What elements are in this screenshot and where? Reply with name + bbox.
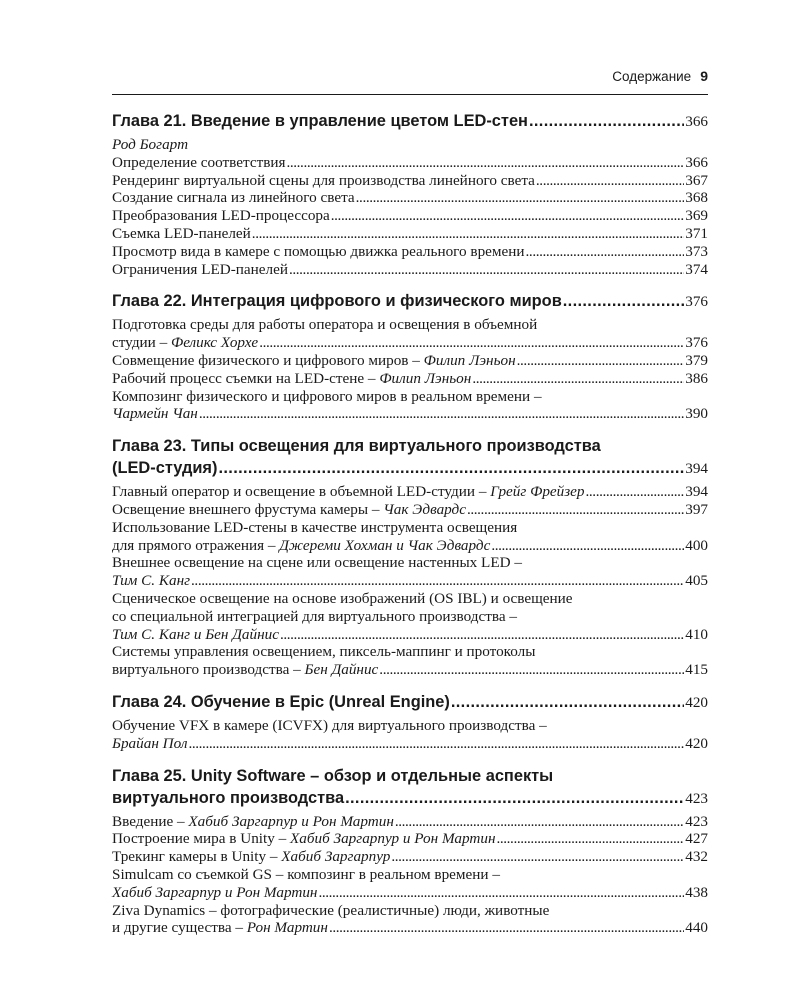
leader-dots xyxy=(199,405,684,423)
entry-title-line: Обучение VFX в камере (ICVFX) для виртуального производства – xyxy=(112,716,547,734)
chapter-page: 376 xyxy=(685,293,708,311)
chapter-22 xyxy=(112,288,708,423)
toc-entry[interactable] xyxy=(112,207,708,225)
leader-dots xyxy=(252,225,684,243)
entry-author: Филип Лэньон xyxy=(423,351,516,369)
running-header xyxy=(112,66,708,86)
entry-title: Ограничения LED-панелей xyxy=(112,260,288,278)
entry-page: 397 xyxy=(685,500,708,518)
leader-dots xyxy=(379,661,684,679)
entry-page: 369 xyxy=(685,207,708,225)
entry-page: 368 xyxy=(685,189,708,207)
leader-dots xyxy=(289,261,684,279)
entry-title: Введение – xyxy=(112,812,189,830)
leader-dots xyxy=(586,483,685,501)
toc-entry[interactable] xyxy=(112,830,708,848)
entry-title-line: Simulcam со съемкой GS – композинг в реальном времени – xyxy=(112,865,500,883)
entry-page: 427 xyxy=(685,830,708,848)
entry-author: Рон Мартин xyxy=(246,919,328,937)
entry-page: 440 xyxy=(685,919,708,937)
leader-dots xyxy=(286,154,684,172)
leader-dots xyxy=(451,691,684,713)
chapter-title-text: Глава 21. Введение в управление цветом LED-стен xyxy=(112,112,528,130)
leader-dots xyxy=(356,189,685,207)
entry-title: Главный оператор и освещение в объемной LED-студии – xyxy=(112,483,491,501)
entry-page: 405 xyxy=(685,572,708,590)
entry-title: виртуального производства – xyxy=(112,661,305,679)
leader-dots xyxy=(280,626,684,644)
leader-dots xyxy=(318,884,684,902)
entry-title: Рендеринг виртуальной сцены для производства линейного света xyxy=(112,171,535,189)
leader-dots xyxy=(517,352,685,370)
leader-dots xyxy=(472,370,684,388)
entry-title-line: Ziva Dynamics – фотографические (реалистичные) люди, животные xyxy=(112,901,550,919)
chapter-title-line: Глава 23. Типы освещения для виртуального производства xyxy=(112,437,601,456)
toc-entry[interactable] xyxy=(112,172,708,190)
chapter-title[interactable] xyxy=(112,689,708,714)
header-rule xyxy=(112,94,708,95)
leader-dots xyxy=(563,290,684,312)
entry-title: Построение мира в Unity – xyxy=(112,830,291,848)
toc-entry[interactable] xyxy=(112,154,708,172)
entry-page: 410 xyxy=(685,625,708,643)
entry-page: 420 xyxy=(685,734,708,752)
leader-dots xyxy=(191,572,684,590)
entry-title: для прямого отражения – xyxy=(112,536,280,554)
entry-page: 379 xyxy=(685,351,708,369)
entry-page: 367 xyxy=(685,171,708,189)
entry-page: 432 xyxy=(685,848,708,866)
leader-dots xyxy=(259,334,684,352)
entry-page: 415 xyxy=(685,661,708,679)
chapter-24 xyxy=(112,689,708,753)
entry-author: Филип Лэньон xyxy=(379,369,472,387)
entry-author: Бен Дайнис xyxy=(304,661,379,679)
chapter-page: 423 xyxy=(685,789,708,807)
entry-title: и другие существа – xyxy=(112,919,247,937)
toc-entry[interactable] xyxy=(112,483,708,501)
entry-title: Съемка LED-панелей xyxy=(112,224,251,242)
header-text xyxy=(612,68,708,84)
entry-page: 394 xyxy=(685,483,708,501)
entry-title-line: Системы управления освещением, пиксель-маппинг и протоколы xyxy=(112,643,536,661)
chapter-author: Род Богарт xyxy=(112,136,189,153)
leader-dots xyxy=(529,110,684,132)
leader-dots xyxy=(536,172,684,190)
entry-author: Хабиб Заргарпур и Рон Мартин xyxy=(290,830,496,848)
toc-entry[interactable] xyxy=(112,866,708,902)
toc-entry[interactable] xyxy=(112,189,708,207)
entry-title: Совмещение физического и цифрового миров – xyxy=(112,351,424,369)
header-page-number: 9 xyxy=(700,68,708,84)
toc-entry[interactable] xyxy=(112,519,708,555)
chapter-21 xyxy=(112,108,708,278)
toc-entry[interactable] xyxy=(112,554,708,590)
chapter-title[interactable] xyxy=(112,433,708,480)
entry-title-line: Подготовка среды для работы оператора и освещения в объемной xyxy=(112,316,538,334)
entry-title-line: Использование LED-стены в качестве инструмента освещения xyxy=(112,518,518,536)
chapter-23 xyxy=(112,433,708,679)
entry-page: 366 xyxy=(685,153,708,171)
toc-entry[interactable] xyxy=(112,243,708,261)
entry-author: Джереми Хохман и Чак Эдвардс xyxy=(279,536,491,554)
toc-entry[interactable] xyxy=(112,388,708,424)
chapter-title[interactable] xyxy=(112,108,708,133)
entry-title-line: Внешнее освещение на сцене или освещение настенных LED – xyxy=(112,554,522,572)
header-section: Содержание xyxy=(612,69,692,84)
chapter-page: 366 xyxy=(685,113,708,130)
entry-author: Чак Эдвардс xyxy=(383,500,466,518)
chapter-title-text: Глава 22. Интеграция цифрового и физического миров xyxy=(112,292,562,311)
entry-page: 373 xyxy=(685,242,708,260)
chapter-title-text: виртуального производства xyxy=(112,788,345,807)
chapter-title[interactable] xyxy=(112,763,708,810)
entry-title: Преобразования LED-процессора xyxy=(112,207,330,225)
toc-entry[interactable] xyxy=(112,370,708,388)
entry-page: 374 xyxy=(685,260,708,278)
entry-title-line: Сценическое освещение на основе изображений (OS IBL) и освещение xyxy=(112,589,573,607)
table-of-contents xyxy=(112,108,708,947)
leader-dots xyxy=(526,243,685,261)
leader-dots xyxy=(345,787,684,809)
toc-entry[interactable] xyxy=(112,225,708,243)
chapter-page: 394 xyxy=(685,460,708,478)
entry-author: Хабиб Заргарпур и Рон Мартин xyxy=(188,812,394,830)
chapter-title-text: (LED-студия) xyxy=(112,459,218,478)
entry-title: Рабочий процесс съемки на LED-стене – xyxy=(112,369,380,387)
entry-author: Чармейн Чан xyxy=(112,405,198,423)
entry-title: Определение соответствия xyxy=(112,153,286,171)
toc-entry[interactable] xyxy=(112,717,708,753)
toc-entry[interactable] xyxy=(112,643,708,679)
entry-page: 376 xyxy=(685,334,708,352)
leader-dots xyxy=(329,919,684,937)
entry-page: 390 xyxy=(685,405,708,423)
entry-title: Трекинг камеры в Unity – xyxy=(112,848,282,866)
toc-entry[interactable] xyxy=(112,352,708,370)
leader-dots xyxy=(391,848,684,866)
leader-dots xyxy=(491,537,684,555)
leader-dots xyxy=(331,207,684,225)
entry-author: Тим С. Канг xyxy=(112,572,191,590)
chapter-title-text: Глава 24. Обучение в Epic (Unreal Engine) xyxy=(112,692,450,711)
entry-page: 423 xyxy=(685,812,708,830)
entry-author: Тим С. Канг и Бен Дайнис xyxy=(112,625,279,643)
entry-title: Просмотр вида в камере с помощью движка реального времени xyxy=(112,242,525,260)
toc-entry[interactable] xyxy=(112,501,708,519)
leader-dots xyxy=(218,457,684,479)
toc-entry[interactable] xyxy=(112,590,708,643)
entry-title: Освещение внешнего фрустума камеры – xyxy=(112,500,384,518)
chapter-page: 420 xyxy=(685,693,708,711)
entry-page: 400 xyxy=(685,536,708,554)
leader-dots xyxy=(188,735,684,753)
entry-author: Брайан Пол xyxy=(112,734,188,752)
entry-author: Хабиб Заргарпур xyxy=(281,848,391,866)
leader-dots xyxy=(467,501,684,519)
entry-author: Хабиб Заргарпур и Рон Мартин xyxy=(112,883,318,901)
toc-entry[interactable] xyxy=(112,316,708,352)
toc-entry[interactable] xyxy=(112,902,708,938)
entry-page: 386 xyxy=(685,369,708,387)
entry-page: 438 xyxy=(685,883,708,901)
leader-dots xyxy=(496,830,684,848)
toc-entry[interactable] xyxy=(112,848,708,866)
chapter-title-line: Глава 25. Unity Software – обзор и отдельные аспекты xyxy=(112,766,554,785)
chapter-title[interactable] xyxy=(112,288,708,313)
entry-page: 371 xyxy=(685,224,708,242)
leader-dots xyxy=(395,813,684,831)
entry-title: студии – xyxy=(112,334,171,352)
entry-author: Феликс Хорхе xyxy=(170,334,259,352)
entry-title-line: со специальной интеграцией для виртуального производства – xyxy=(112,607,517,625)
entry-title-line: Композинг физического и цифрового миров в реальном времени – xyxy=(112,387,542,405)
entry-title: Создание сигнала из линейного света xyxy=(112,189,355,207)
chapter-25 xyxy=(112,763,708,938)
toc-entry[interactable] xyxy=(112,261,708,279)
entry-author: Грейг Фрейзер xyxy=(490,483,585,501)
toc-entry[interactable] xyxy=(112,813,708,831)
